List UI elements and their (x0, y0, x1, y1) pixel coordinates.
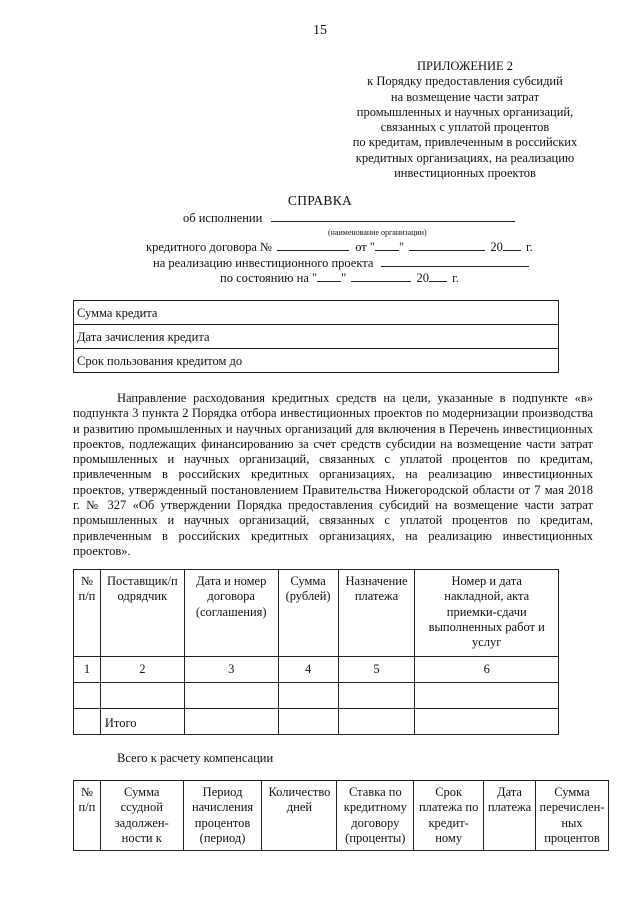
header-line: Срок (435, 785, 463, 799)
header-line: дней (286, 800, 313, 815)
header-line: приемки-сдачи (446, 604, 527, 619)
header-line: № (80, 574, 93, 588)
purpose-paragraph (73, 391, 593, 559)
header-line: Поставщик/п (106, 574, 178, 588)
header-line: ных (561, 815, 583, 830)
project-line (153, 256, 529, 271)
column-number: 6 (415, 657, 559, 683)
header-line: платежа по (418, 800, 479, 815)
status-year-blank[interactable] (429, 271, 447, 282)
header-line: п/п (78, 589, 96, 604)
organization-caption: (наименование организации) (328, 228, 427, 237)
header-number (74, 781, 101, 851)
status-date-line (220, 271, 459, 286)
paragraph-indent (73, 391, 117, 405)
header-line: Период (202, 785, 243, 799)
quote-close: " (398, 240, 405, 254)
credit-contract-label: кредитного договора № (146, 240, 272, 254)
header-line: (проценты) (345, 830, 406, 845)
appendix-line: промышленных и научных организаций, (356, 104, 574, 119)
header-contract (184, 570, 278, 657)
total-row (74, 709, 559, 735)
header-line: № (80, 785, 93, 799)
header-line: п/п (78, 800, 96, 815)
project-label: на реализацию инвестиционного проекта (153, 256, 374, 270)
paragraph-text: Направление расходования кредитных средств на цели, указанные в подпункте «в» подпункта 3 пункта 2 Порядка отбора инвестиционных проектов по модернизации производства и развитию промышленных и научных организаций для включения в Перечень инвестиционных проектов, подлежащих финансированию за счет средств субсидии на возмещение части затрат промышленных и научных организаций, связанных с уплатой процентов по кредитам, привлеченным в российских кредитных организациях, на реализацию инвестиционных проектов, утвержденный постановлением Правительства Нижегородской области от 7 мая 2018 г. № 327 «Об утверждении Порядка предоставления субсидий на возмещение части затрат промышленных и научных организаций, связанных с уплатой процентов по кредитам, привлеченным в российских кредитных организациях, на реализацию инвестиционных проектов». (73, 391, 593, 558)
header-line: Ставка по (348, 785, 402, 799)
header-period (183, 781, 262, 851)
header-line: Назначение (345, 574, 408, 588)
empty-cell[interactable] (415, 683, 559, 709)
header-line: задолжен- (114, 815, 169, 830)
header-purpose (338, 570, 415, 657)
header-transferred-sum (535, 781, 608, 851)
header-line: ности к (121, 830, 162, 845)
appendix-header (320, 59, 610, 181)
compensation-table (73, 780, 609, 851)
document-title: СПРАВКА (287, 193, 353, 208)
appendix-line: ПРИЛОЖЕНИЕ 2 (416, 59, 514, 73)
contract-year-blank[interactable] (503, 240, 521, 251)
header-line: договору (351, 815, 400, 830)
credit-amount-cell: Сумма кредита (74, 301, 559, 325)
appendix-line: по кредитам, привлеченным в российских (352, 135, 578, 150)
appendix-line: на возмещение части затрат (390, 89, 540, 104)
contract-month-blank[interactable] (409, 240, 485, 251)
empty-cell[interactable] (278, 683, 338, 709)
column-number: 4 (278, 657, 338, 683)
header-line: Сумма (124, 785, 160, 799)
column-number: 1 (74, 657, 101, 683)
header-line: Количество (268, 785, 331, 799)
empty-cell[interactable] (74, 709, 101, 735)
header-line: Номер и дата (451, 574, 522, 588)
status-suffix: г. (452, 271, 459, 285)
appendix-line: связанных с уплатой процентов (380, 120, 550, 134)
header-line: кредитному (343, 800, 407, 815)
table-header-row (74, 570, 559, 657)
header-debt (100, 781, 183, 851)
header-line: Сумма (554, 785, 590, 799)
year-prefix: 20 (490, 240, 503, 254)
header-term (414, 781, 484, 851)
header-line: выполненных работ и (428, 619, 545, 634)
status-month-blank[interactable] (351, 271, 411, 282)
appendix-line: кредитных организациях, на реализацию (355, 150, 575, 165)
table-row (74, 301, 559, 325)
organization-blank[interactable] (271, 211, 515, 222)
credit-date-cell: Дата зачисления кредита (74, 325, 559, 349)
column-number: 3 (184, 657, 278, 683)
empty-cell[interactable] (338, 709, 415, 735)
status-year-prefix: 20 (416, 271, 429, 285)
spending-table (73, 569, 559, 735)
header-invoice (415, 570, 559, 657)
total-label: Итого (100, 709, 184, 735)
contract-number-blank[interactable] (277, 240, 349, 251)
header-line: одрядчик (117, 589, 168, 604)
appendix-line: инвестиционных проектов (394, 165, 536, 180)
header-rate (337, 781, 414, 851)
execution-line (183, 211, 515, 226)
header-line: платежа (354, 589, 399, 604)
header-line: ному (435, 830, 463, 845)
header-line: кредит- (428, 815, 469, 830)
credit-term-cell: Срок пользования кредитом до (74, 349, 559, 373)
header-line: перечислен- (539, 800, 605, 815)
empty-cell[interactable] (74, 683, 101, 709)
header-sum (278, 570, 338, 657)
table-row (74, 325, 559, 349)
header-days (262, 781, 337, 851)
column-number: 5 (338, 657, 415, 683)
empty-cell[interactable] (415, 709, 559, 735)
header-line: (соглашения) (195, 604, 267, 619)
empty-cell[interactable] (100, 683, 184, 709)
header-supplier (100, 570, 184, 657)
header-line: процентов (194, 815, 251, 830)
header-line: Дата (497, 785, 522, 799)
empty-cell[interactable] (338, 683, 415, 709)
page-number: 15 (313, 23, 327, 38)
header-line: начисления (191, 800, 254, 815)
header-line: накладной, акта (444, 589, 530, 604)
header-line: Сумма (290, 574, 326, 588)
table-row (74, 349, 559, 373)
appendix-line: к Порядку предоставления субсидий (367, 74, 563, 89)
project-blank[interactable] (381, 256, 529, 267)
header-line: ссудной (120, 800, 163, 815)
credit-contract-line (146, 240, 533, 255)
status-label: по состоянию на " (220, 271, 318, 285)
empty-cell[interactable] (184, 683, 278, 709)
status-day-blank[interactable] (317, 271, 341, 282)
year-suffix: г. (525, 240, 533, 254)
execution-label: об исполнении (183, 211, 263, 225)
total-compensation-label: Всего к расчету компенсации (117, 751, 274, 765)
empty-cell[interactable] (278, 709, 338, 735)
header-number (74, 570, 101, 657)
header-line: (рублей) (285, 589, 331, 604)
header-line: процентов (544, 830, 600, 845)
from-label: от " (355, 240, 375, 254)
table-row (74, 683, 559, 709)
header-line: договора (207, 589, 255, 604)
table-row (74, 657, 559, 683)
credit-info-table (73, 300, 559, 373)
table-header-row (74, 781, 609, 851)
header-payment-date (484, 781, 536, 851)
contract-day-blank[interactable] (375, 240, 399, 251)
column-number: 2 (100, 657, 184, 683)
header-line: (период) (199, 830, 246, 845)
header-line: Дата и номер (196, 574, 267, 588)
header-line: платежа (487, 800, 532, 815)
quote-close: " (341, 271, 347, 285)
header-line: услуг (472, 635, 502, 649)
empty-cell[interactable] (184, 709, 278, 735)
